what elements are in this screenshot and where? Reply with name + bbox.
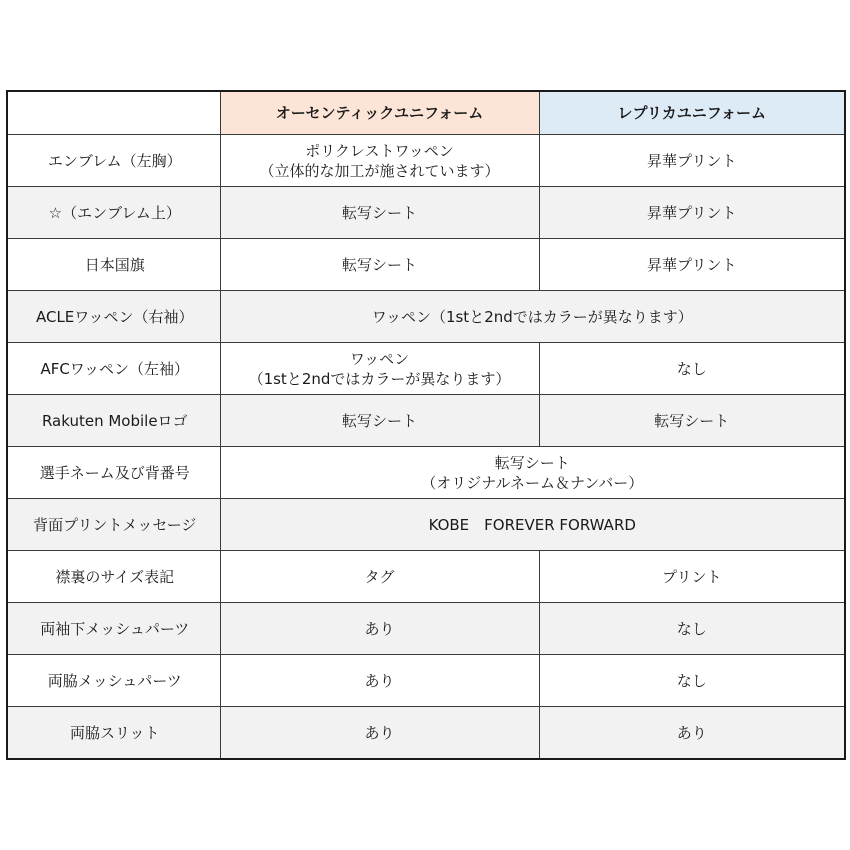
header-row (7, 91, 845, 135)
row-label: 選手ネーム及び背番号 (7, 447, 220, 499)
comparison-table (6, 90, 846, 760)
authentic-cell (220, 135, 539, 187)
table-row (7, 291, 845, 343)
row-label: ☆（エンブレム上） (7, 187, 220, 239)
replica-cell: プリント (539, 551, 845, 603)
row-label: 襟裏のサイズ表記 (7, 551, 220, 603)
row-label: 両脇スリット (7, 707, 220, 760)
row-label: 両袖下メッシュパーツ (7, 603, 220, 655)
authentic-cell: 転写シート (220, 239, 539, 291)
authentic-cell: あり (220, 603, 539, 655)
replica-cell: なし (539, 655, 845, 707)
row-label: 日本国旗 (7, 239, 220, 291)
row-label: Rakuten Mobileロゴ (7, 395, 220, 447)
authentic-cell: 転写シート (220, 187, 539, 239)
table-row (7, 499, 845, 551)
header-replica: レプリカユニフォーム (539, 91, 845, 135)
row-label: エンブレム（左胸） (7, 135, 220, 187)
merged-cell-line1: 転写シート (494, 453, 570, 472)
table-row (7, 135, 845, 187)
row-label: ACLEワッペン（右袖） (7, 291, 220, 343)
replica-cell: 昇華プリント (539, 239, 845, 291)
authentic-cell: 転写シート (220, 395, 539, 447)
replica-cell: なし (539, 603, 845, 655)
authentic-cell-line2: （立体的な加工が施されています） (259, 161, 500, 180)
table-row (7, 187, 845, 239)
table-row (7, 655, 845, 707)
table-row (7, 707, 845, 760)
table-row (7, 551, 845, 603)
authentic-cell: タグ (220, 551, 539, 603)
row-label: AFCワッペン（左袖） (7, 343, 220, 395)
replica-cell: あり (539, 707, 845, 760)
authentic-cell: あり (220, 655, 539, 707)
authentic-cell: あり (220, 707, 539, 760)
row-label: 両脇メッシュパーツ (7, 655, 220, 707)
replica-cell: なし (539, 343, 845, 395)
authentic-cell-line1: ワッペン (349, 349, 410, 368)
table-row (7, 447, 845, 499)
authentic-cell (220, 343, 539, 395)
table-row (7, 343, 845, 395)
row-label: 背面プリントメッセージ (7, 499, 220, 551)
merged-cell: KOBE FOREVER FORWARD (220, 499, 845, 551)
table-row (7, 239, 845, 291)
replica-cell: 転写シート (539, 395, 845, 447)
merged-cell: ワッペン（1stと2ndではカラーが異なります） (220, 291, 845, 343)
authentic-cell-line1: ポリクレストワッペン (305, 141, 454, 160)
authentic-cell-line2: （1stと2ndではカラーが異なります） (248, 369, 511, 388)
table-row (7, 603, 845, 655)
replica-cell: 昇華プリント (539, 187, 845, 239)
header-blank-cell (7, 91, 220, 135)
table-row (7, 395, 845, 447)
merged-cell-line2: （オリジナルネーム＆ナンバー） (421, 473, 644, 492)
header-authentic: オーセンティックユニフォーム (220, 91, 539, 135)
merged-cell (220, 447, 845, 499)
replica-cell: 昇華プリント (539, 135, 845, 187)
